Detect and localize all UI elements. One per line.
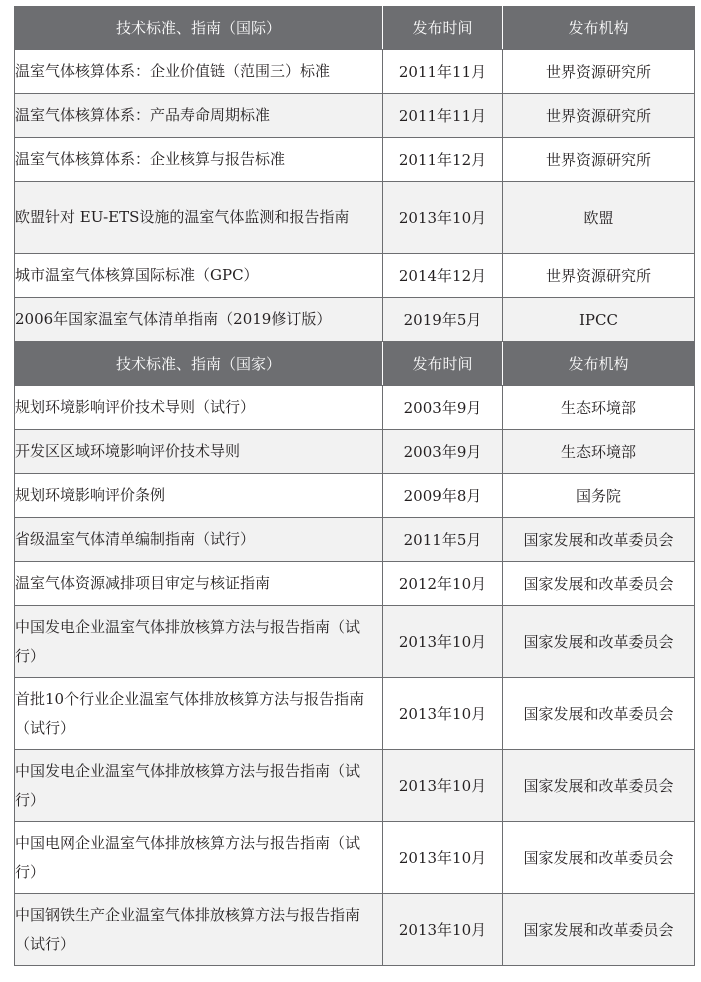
table-row [15, 474, 695, 518]
standard-name: 城市温室气体核算国际标准（GPC） [15, 254, 383, 298]
standard-name: 省级温室气体清单编制指南（试行） [15, 518, 383, 562]
publish-date: 2011年5月 [383, 518, 503, 562]
header-standard: 技术标准、指南（国际） [15, 6, 383, 50]
publish-date: 2019年5月 [383, 298, 503, 342]
publish-date: 2013年10月 [383, 606, 503, 678]
section-header-national [15, 342, 695, 386]
table-row [15, 254, 695, 298]
standard-name: 温室气体核算体系：产品寿命周期标准 [15, 94, 383, 138]
publish-date: 2011年12月 [383, 138, 503, 182]
publish-date: 2009年8月 [383, 474, 503, 518]
publisher: 世界资源研究所 [503, 254, 695, 298]
header-date: 发布时间 [383, 6, 503, 50]
standard-name: 温室气体核算体系：企业核算与报告标准 [15, 138, 383, 182]
publisher: 国家发展和改革委员会 [503, 822, 695, 894]
publish-date: 2012年10月 [383, 562, 503, 606]
publish-date: 2013年10月 [383, 750, 503, 822]
standard-name: 2006年国家温室气体清单指南（2019修订版） [15, 298, 383, 342]
table-row [15, 750, 695, 822]
header-org: 发布机构 [503, 6, 695, 50]
table-row [15, 822, 695, 894]
table-row [15, 430, 695, 474]
publish-date: 2013年10月 [383, 678, 503, 750]
publish-date: 2013年10月 [383, 182, 503, 254]
table-row [15, 94, 695, 138]
publisher: 国家发展和改革委员会 [503, 518, 695, 562]
table-row [15, 298, 695, 342]
publisher: 生态环境部 [503, 430, 695, 474]
publisher: 世界资源研究所 [503, 138, 695, 182]
standard-name: 规划环境影响评价技术导则（试行） [15, 386, 383, 430]
publish-date: 2011年11月 [383, 50, 503, 94]
publish-date: 2013年10月 [383, 822, 503, 894]
publisher: 国家发展和改革委员会 [503, 894, 695, 966]
standard-name: 欧盟针对 EU-ETS设施的温室气体监测和报告指南 [15, 182, 383, 254]
publish-date: 2003年9月 [383, 430, 503, 474]
publisher: IPCC [503, 298, 695, 342]
publish-date: 2013年10月 [383, 894, 503, 966]
standard-name: 规划环境影响评价条例 [15, 474, 383, 518]
publish-date: 2011年11月 [383, 94, 503, 138]
publisher: 国务院 [503, 474, 695, 518]
table-row [15, 894, 695, 966]
header-org: 发布机构 [503, 342, 695, 386]
standard-name: 温室气体核算体系：企业价值链（范围三）标准 [15, 50, 383, 94]
standard-name: 中国发电企业温室气体排放核算方法与报告指南（试行） [15, 750, 383, 822]
publish-date: 2003年9月 [383, 386, 503, 430]
publisher: 世界资源研究所 [503, 50, 695, 94]
table-row [15, 562, 695, 606]
table-row [15, 182, 695, 254]
section-header-international [15, 6, 695, 50]
table-row [15, 606, 695, 678]
header-date: 发布时间 [383, 342, 503, 386]
standard-name: 首批10个行业企业温室气体排放核算方法与报告指南（试行） [15, 678, 383, 750]
publisher: 生态环境部 [503, 386, 695, 430]
table-row [15, 50, 695, 94]
table-row [15, 518, 695, 562]
publisher: 国家发展和改革委员会 [503, 750, 695, 822]
table-row [15, 386, 695, 430]
standard-name: 温室气体资源减排项目审定与核证指南 [15, 562, 383, 606]
standard-name: 中国发电企业温室气体排放核算方法与报告指南（试行） [15, 606, 383, 678]
publisher: 国家发展和改革委员会 [503, 678, 695, 750]
table-row [15, 678, 695, 750]
publish-date: 2014年12月 [383, 254, 503, 298]
publisher: 欧盟 [503, 182, 695, 254]
publisher: 国家发展和改革委员会 [503, 562, 695, 606]
table-row [15, 138, 695, 182]
standard-name: 开发区区域环境影响评价技术导则 [15, 430, 383, 474]
publisher: 国家发展和改革委员会 [503, 606, 695, 678]
standard-name: 中国钢铁生产企业温室气体排放核算方法与报告指南（试行） [15, 894, 383, 966]
standard-name: 中国电网企业温室气体排放核算方法与报告指南（试行） [15, 822, 383, 894]
standards-table [14, 6, 695, 966]
publisher: 世界资源研究所 [503, 94, 695, 138]
header-standard: 技术标准、指南（国家） [15, 342, 383, 386]
